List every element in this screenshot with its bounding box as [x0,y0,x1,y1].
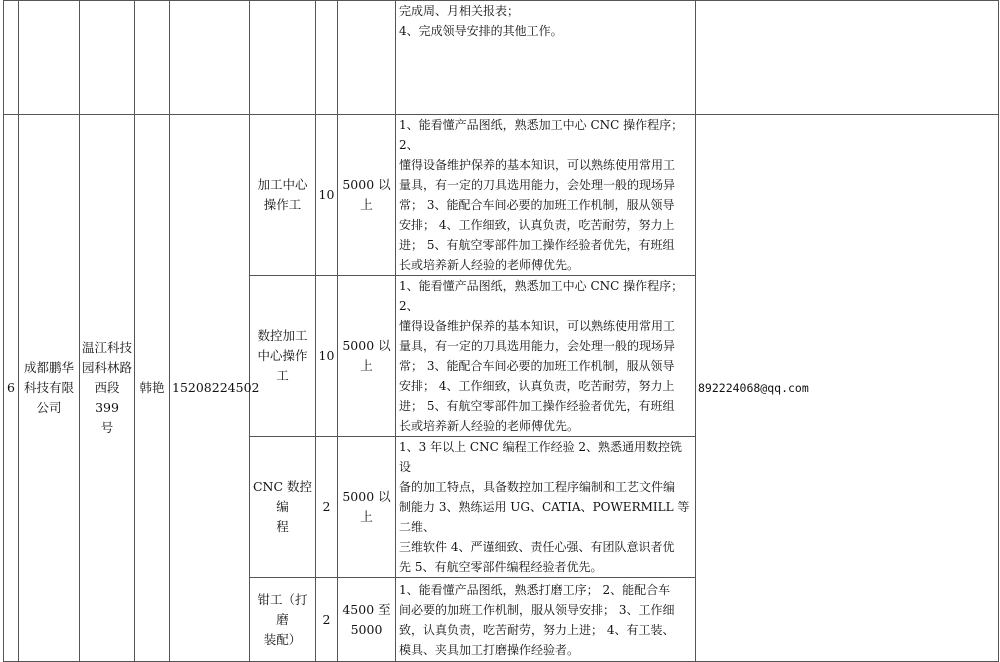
job-salary: 5000 以上 [338,115,396,276]
contact-person: 韩艳 [135,115,170,662]
job-title: CNC 数控编 程 [250,437,316,578]
job-count: 10 [316,115,338,276]
cell-address-empty [80,1,135,115]
cell-email-empty [696,1,999,115]
company-address: 温江科技 园科林路 西段 399 号 [80,115,135,662]
company-index: 6 [4,115,19,662]
job-count: 10 [316,276,338,437]
job-salary: 4500 至 5000 [338,578,396,662]
previous-entry-row [4,1,999,115]
job-requirements: 1、3 年以上 CNC 编程工作经验 2、熟悉通用数控铣设 备的加工特点，具备数控加工程序编制和工艺文件编 制能力 3、熟练运用 UG、CATIA、POWERMILL 等二维、 三维软件 4、严谨细致、责任心强、有团队意识者优 先 5、有航空零部件编程经验者优先。 [396,437,696,578]
cell-salary-empty [338,1,396,115]
job-count: 2 [316,437,338,578]
contact-email: 892224068@qq.com [696,115,999,662]
job-title: 钳工（打磨 装配） [250,578,316,662]
previous-requirements [396,1,696,115]
job-requirements: 1、能看懂产品图纸，熟悉加工中心 CNC 操作程序； 2、 懂得设备维护保养的基本知识，可以熟练使用常用工 量具，有一定的刀具选用能力，会处理一般的现场异 常； 3、能配合车间必要的加班工作机制，服从领导 安排； 4、工作细致，认真负责，吃苦耐劳，努力上 进； 5、有航空零部件加工操作经验者优先，有班组 长或培养新人经验的老师傅优先。 [396,115,696,276]
job-title: 加工中心 操作工 [250,115,316,276]
contact-phone: 15208224502 [170,115,250,662]
cell-phone-empty [170,1,250,115]
cell-title-empty [250,1,316,115]
job-listing-table [3,0,999,662]
job-count: 2 [316,578,338,662]
job-title: 数控加工 中心操作 工 [250,276,316,437]
job-requirements: 1、能看懂产品图纸，熟悉打磨工序； 2、能配合车 间必要的加班工作机制，服从领导安排； 3、工作细 致，认真负责，吃苦耐劳，努力上进； 4、有工装、 模具、夹具加工打磨操作经验者。 [396,578,696,662]
cell-contact-empty [135,1,170,115]
cell-index-empty [4,1,19,115]
job-row [4,115,999,276]
requirement-line: 4、完成领导安排的其他工作。 [399,24,563,38]
cell-company-empty [19,1,80,115]
job-requirements: 1、能看懂产品图纸，熟悉加工中心 CNC 操作程序； 2、 懂得设备维护保养的基本知识，可以熟练使用常用工 量具，有一定的刀具选用能力，会处理一般的现场异 常； 3、能配合车间必要的加班工作机制，服从领导 安排； 4、工作细致，认真负责，吃苦耐劳，努力上 进； 5、有航空零部件加工操作经验者优先，有班组 长或培养新人经验的老师傅优先。 [396,276,696,437]
job-salary: 5000 以上 [338,276,396,437]
requirement-line: 完成周、月相关报表； [399,4,520,18]
company-name: 成都鹏华 科技有限 公司 [19,115,80,662]
job-salary: 5000 以上 [338,437,396,578]
cell-count-empty [316,1,338,115]
